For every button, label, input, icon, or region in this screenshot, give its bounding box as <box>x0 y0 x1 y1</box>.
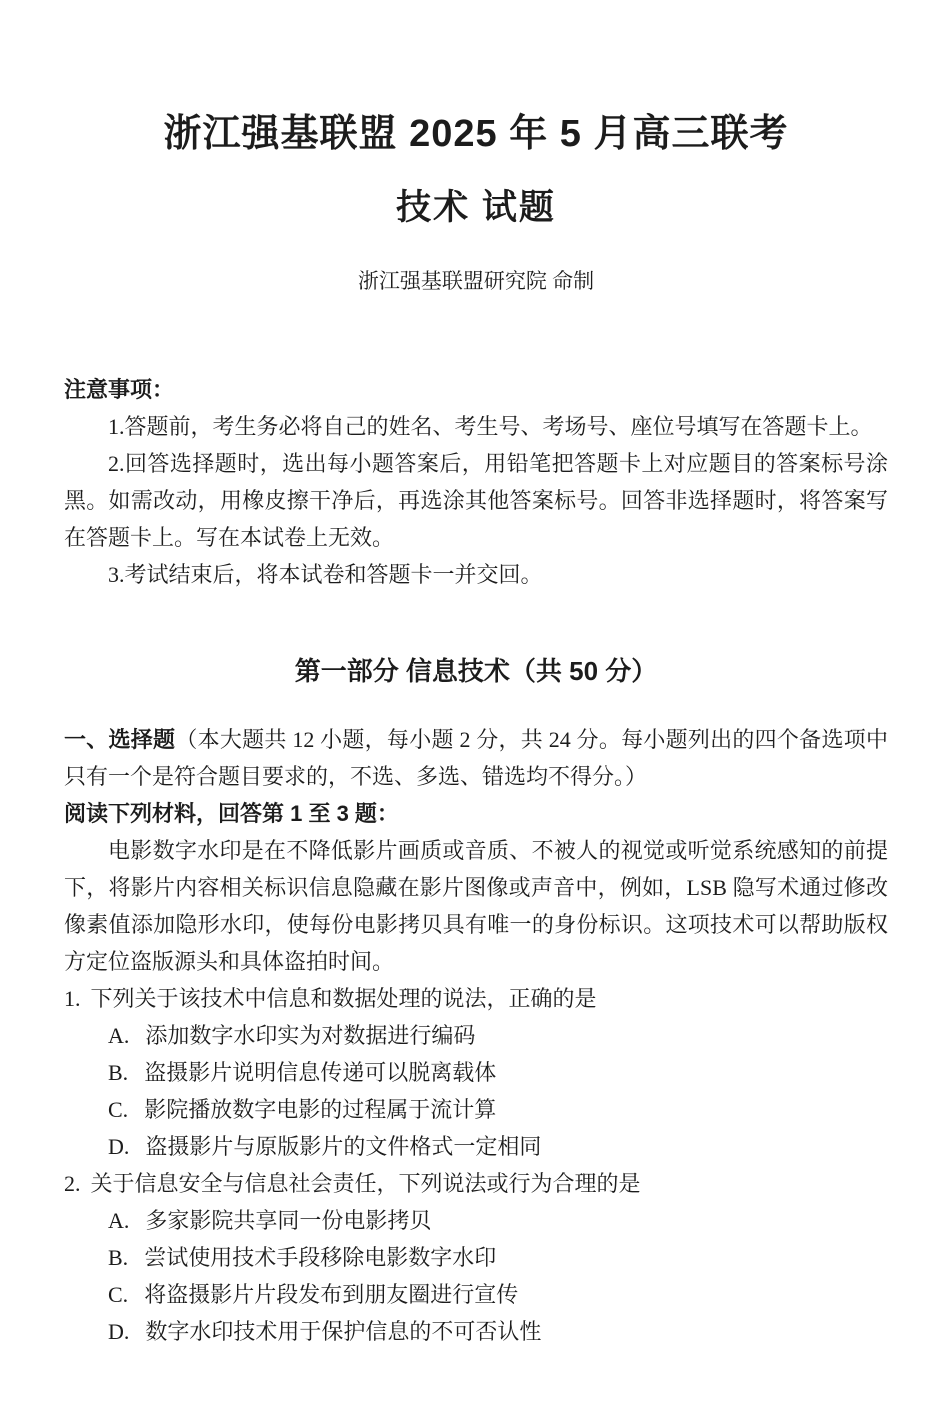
question-2-option-d <box>64 1313 888 1350</box>
question-2-option-c <box>64 1276 888 1313</box>
material-prompt: 阅读下列材料，回答第 1 至 3 题： <box>64 801 399 826</box>
option-a-text: 多家影院共享同一份电影拷贝 <box>145 1208 432 1233</box>
option-d-text: 盗摄影片与原版影片的文件格式一定相同 <box>145 1134 542 1159</box>
instructions-label: 一、选择题 <box>64 727 176 752</box>
question-2 <box>64 1165 888 1350</box>
multiple-choice-instructions <box>64 721 888 795</box>
option-d-label: D. <box>108 1134 130 1159</box>
option-b-label: B. <box>108 1245 129 1270</box>
option-b-text: 盗摄影片说明信息传递可以脱离载体 <box>144 1060 497 1085</box>
option-a-label: A. <box>108 1023 130 1048</box>
question-1-option-c <box>64 1091 888 1128</box>
option-b-text: 尝试使用技术手段移除电影数字水印 <box>144 1245 497 1270</box>
question-2-option-a <box>64 1202 888 1239</box>
question-1-option-d <box>64 1128 888 1165</box>
exam-title: 浙江强基联盟 2025 年 5 月高三联考 <box>163 113 789 155</box>
question-1-number: 1. <box>64 986 81 1011</box>
question-2-number: 2. <box>64 1171 81 1196</box>
notice-heading: 注意事项： <box>64 377 175 402</box>
option-c-label: C. <box>108 1282 129 1307</box>
notice-item-1: 1.答题前，考生务必将自己的姓名、考生号、考场号、座位号填写在答题卡上。 <box>108 414 873 439</box>
question-1-option-b <box>64 1054 888 1091</box>
notice-item-3: 3.考试结束后，将本试卷和答题卡一并交回。 <box>108 562 543 587</box>
option-a-text: 添加数字水印实为对数据进行编码 <box>145 1023 476 1048</box>
option-c-text: 影院播放数字电影的过程属于流计算 <box>144 1097 497 1122</box>
option-d-text: 数字水印技术用于保护信息的不可否认性 <box>145 1319 542 1344</box>
notice-item-2: 2.回答选择题时，选出每小题答案后，用铅笔把答题卡上对应题目的答案标号涂黑。如需改动，用橡皮擦干净后，再选涂其他答案标号。回答非选择题时，将答案写在答题卡上。写在本试卷上无效。 <box>64 451 888 550</box>
question-1-option-a <box>64 1017 888 1054</box>
question-1 <box>64 980 888 1165</box>
issuer-line: 浙江强基联盟研究院 命制 <box>357 269 595 293</box>
section-heading: 第一部分 信息技术（共 50 分） <box>294 656 658 686</box>
option-a-label: A. <box>108 1208 130 1233</box>
exam-subject-title: 技术 试题 <box>396 188 556 227</box>
question-1-stem-text: 下列关于该技术中信息和数据处理的说法，正确的是 <box>90 986 597 1011</box>
option-c-label: C. <box>108 1097 129 1122</box>
instructions-text: （本大题共 12 小题，每小题 2 分，共 24 分。每小题列出的四个备选项中只有一个是符合题目要求的，不选、多选、错选均不得分。） <box>64 727 888 789</box>
option-d-label: D. <box>108 1319 130 1344</box>
question-2-stem <box>64 1165 888 1202</box>
question-1-stem <box>64 980 888 1017</box>
option-c-text: 将盗摄影片片段发布到朋友圈进行宣传 <box>144 1282 519 1307</box>
option-b-label: B. <box>108 1060 129 1085</box>
notice-section <box>64 372 888 593</box>
question-2-stem-text: 关于信息安全与信息社会责任，下列说法或行为合理的是 <box>90 1171 641 1196</box>
question-2-option-b <box>64 1239 888 1276</box>
reading-material: 电影数字水印是在不降低影片画质或音质、不被人的视觉或听觉系统感知的前提下，将影片内容相关标识信息隐藏在影片图像或声音中，例如，LSB 隐写术通过修改像素值添加隐形水印，使每份电影拷贝具有唯一的身份标识。这项技术可以帮助版权方定位盗版源头和具体盗拍时间。 <box>64 838 888 974</box>
